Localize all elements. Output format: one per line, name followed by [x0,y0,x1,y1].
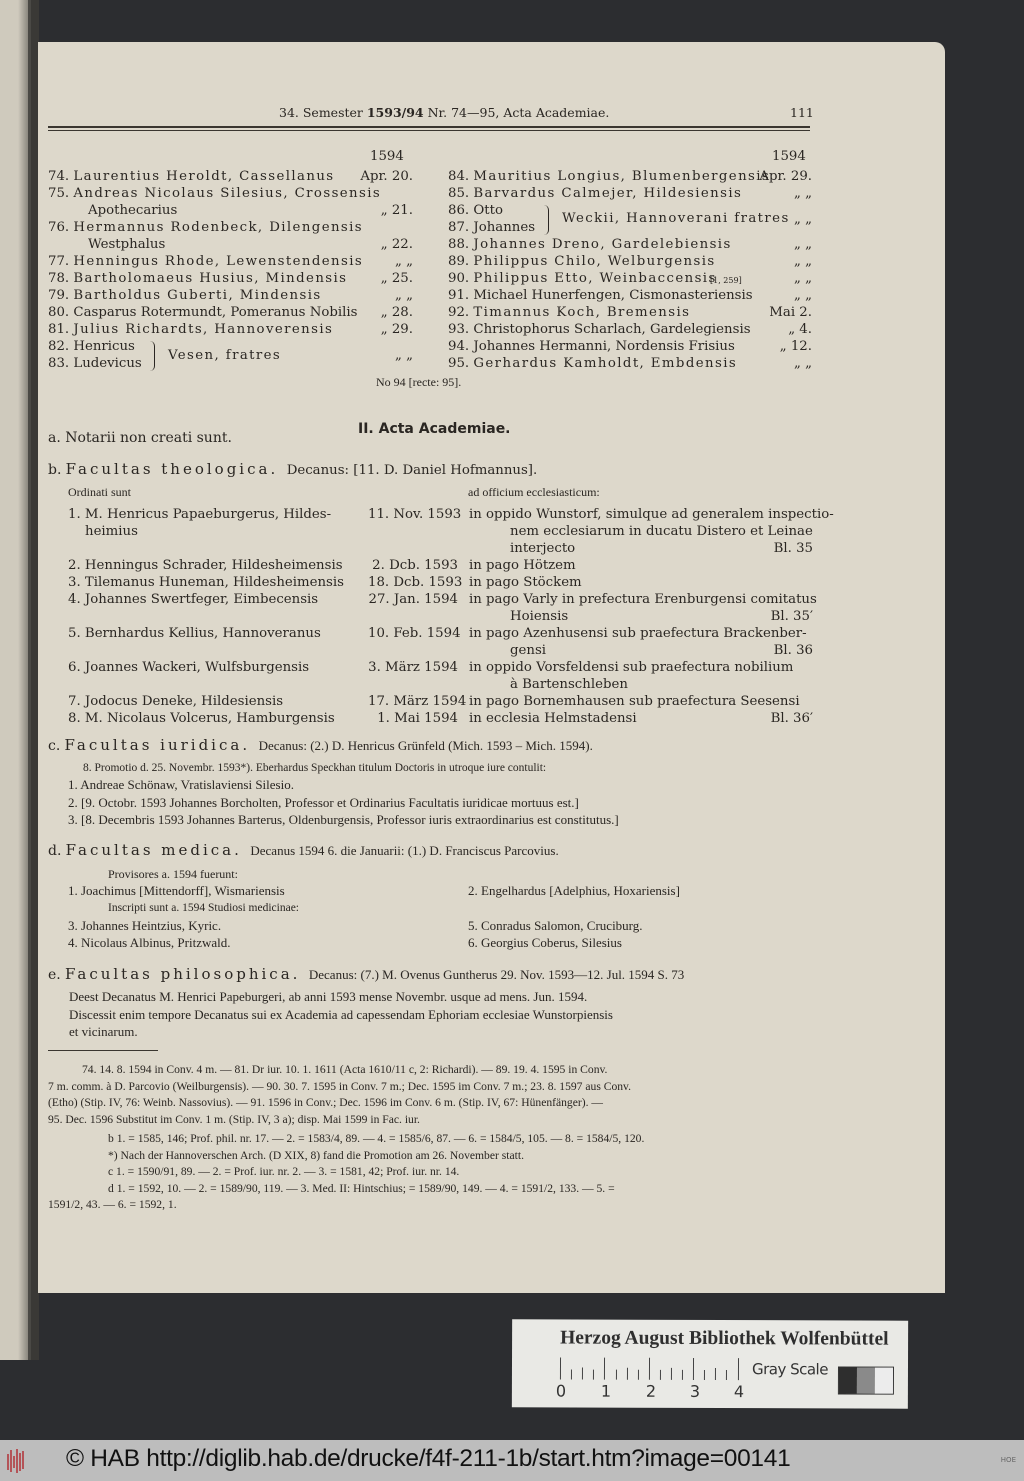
entry-93: 93. Christophorus Scharlach, Gardelegiensis „ 4. [448,322,812,337]
entry-77: 77. Henningus Rhode, Lewenstendensis „ „ [48,254,413,269]
left-year-heading: 1594 [370,149,404,164]
officium-label: ad officium ecclesiasticum: [468,485,600,499]
gray-scale-swatches [838,1366,894,1394]
numbering-note: No 94 [recte: 95]. [376,375,462,389]
running-head: 34. Semester 1593/94 Nr. 74—95, Acta Academiae. [279,105,610,120]
ordination-row-3: 3. Tilemanus Huneman, Hildesheimensis 18. Dcb. 1593 in pago Stöckem [68,575,582,590]
ruler-label-2: 2 [645,1381,657,1401]
entry-89: 89. Philippus Chilo, Welburgensis „ „ [448,254,812,269]
entry-92: 92. Timannus Koch, Bremensis Mai 2. [448,305,812,320]
ordination-row-5: 5. Bernhardus Kellius, Hannoveranus 10. Feb. 1594 in pago Azenhusensi sub praefectura Brackenber- gensi Bl. 36 [68,626,813,658]
student-6: 6. Georgius Coberus, Silesius [468,935,622,950]
color-calibration-bar [512,1319,908,1408]
footnote-d: d 1. = 1592, 10. — 2. = 1589/90, 119. — 3. Med. II: Hintschius; = 1589/90, 149. — 4. = 1591/2, 133. — 5. = [108,1181,615,1195]
entry-90: 90. Philippus Etto, Weinbaccensis [1, 259] „ „ [448,271,812,288]
section-d-heading: d. Facultas medica. Decanus 1594 6. die Januarii: (1.) D. Franciscus Parcovius. [48,841,559,859]
provisores-label: Provisores a. 1594 fuerunt: [108,867,238,881]
brace [544,205,549,235]
entry-76: 76. Hermannus Rodenbeck, Dilengensis [48,220,364,235]
copyright-url[interactable]: © HAB http://diglib.hab.de/drucke/f4f-211-1b/start.htm?image=00141 [66,1445,791,1472]
previous-page-edge [0,0,31,1360]
ruler-scale [560,1357,740,1380]
header-rule [48,126,810,128]
ordination-row-6: 6. Joannes Wackeri, Wulfsburgensis 3. März 1594 in oppido Vorsfeldensi sub praefectura nobilium à Bartenschleben [68,660,794,692]
section-title: II. Acta Academiae. [358,421,511,437]
entry-75: 75. Andreas Nicolaus Silesius, Crossensis [48,186,382,201]
footnote-b: b 1. = 1585, 146; Prof. phil. nr. 17. — 2. = 1583/4, 89. — 4. = 1585/6, 87. — 6. = 1584/5, 105. — 8. = 1584/5, 120. [108,1132,645,1145]
entry-84: 84. Mauritius Longius, Blumenbergensis Apr. 29. [448,169,812,184]
section-c-heading: c. Facultas iuridica. Decanus: (2.) D. Henricus Grünfeld (Mich. 1593 – Mich. 1594). [48,736,593,754]
entry-85: 85. Barvardus Calmejer, Hildesiensis „ „ [448,186,812,201]
right-year-heading: 1594 [772,149,806,164]
entry-95: 95. Gerhardus Kamholdt, Embdensis „ „ [448,356,812,371]
provisor-2: 2. Engelhardus [Adelphius, Hoxariensis] [468,883,680,898]
iuridica-item-2: 2. [9. Octobr. 1593 Johannes Borcholten, Professor et Ordinarius Facultatis iuridicae mortuus est.] [68,794,579,810]
footer-mini-label: HOE [1000,1456,1016,1464]
student-5: 5. Conradus Salomon, Cruciburg. [468,918,643,933]
entry-81: 81. Julius Richardts, Hannoverensis „ 29. [48,322,413,337]
iuridica-list [68,776,619,829]
footer-bar [0,1440,1024,1481]
ruler-label-3: 3 [689,1381,701,1401]
ruler-label-1: 1 [600,1381,612,1401]
entry-91: 91. Michael Hunerfengen, Cismonasteriensis „ „ [448,288,812,303]
footnote-matriculation-1: 74. 14. 8. 1594 in Conv. 4 m. — 81. Dr iur. 10. 1. 1611 (Acta 1610/11 c, 2: Richardi). — 89. 19. 4. 1595 in Conv. [82,1063,608,1076]
footnote-star: *) Nach der Hannoverschen Arch. (D XIX, 8) fand die Promotion am 26. November statt. [108,1148,524,1162]
entry-94: 94. Johannes Hermanni, Nordensis Frisius „ 12. [448,339,812,354]
brace [150,341,155,371]
ordinati-label: Ordinati sunt [68,485,131,499]
ordination-row-7: 7. Jodocus Deneke, Hildesiensis 17. März 1594 in pago Bornemhausen sub praefectura Seesensi [68,694,800,709]
institution-name: Herzog August Bibliothek Wolfenbüttel [560,1327,889,1350]
ordination-row-8: 8. M. Nicolaus Volcerus, Hamburgensis 1. Mai 1594 in ecclesia Helmstadensi Bl. 36′ [68,711,813,726]
ruler-label-0: 0 [555,1381,567,1401]
matriculation-right-column [448,169,812,373]
footnotes: 74. 14. 8. 1594 in Conv. 4 m. — 81. Dr iur. 10. 1. 1611 (Acta 1610/11 c, 2: Richardi). — 89. 19. 4. 1595 in Conv. 7 m. comm. à D. Parcovio (Weilburgensis). — 90. 30. 7. 1595 in Conv. 7 m.; Dec. 1595 im Conv. 7 m.; 23. 8. 1597 aus Conv. (Etho) (Stip. IV, 76: Weinb. Nassovius). — 91. 1596 in Conv.; Dec. 1596 im Conv. 6 m. (Stip. IV, 67: Hünenfänger). — 95. Dec. 1596 Substitut im Conv. 1 m. (Stip. IV, 3 a); disp. Mai 1599 in Fac. iur. b 1. = 1585, 146; Prof. phil. nr. 17. — 2. = 1583/4, 89. — 4. = 1585/6, 87. — 6. = 1584/5, 105. — 8. = 1584/5, 120. *) Nach der Hannoverschen Arch. (D XIX, 8) fand die Promotion am 26. November statt. c 1. = 1590/91, 89. — 2. = Prof. iur. nr. 2. — 3. = 1581, 42; Prof. iur. nr. 14. d 1. = 1592, 10. — 2. = 1589/90, 119. — 3. Med. II: Hintschius; = 1589/90, 149. — 4. = 1591/2, 133. — 5. = 1591/2, 43. — 6. = 1592, 1. [48,1062,813,1214]
swatch-dark [839,1367,857,1393]
hab-logo-icon [6,1448,26,1474]
header-rule-thin [48,130,810,131]
entry-78: 78. Bartholomaeus Husius, Mindensis „ 25. [48,271,413,286]
margin-reference: [1, 259] [710,276,742,285]
ordination-table [68,507,834,728]
matriculation-left-column: 74. Laurentius Heroldt, Cassellanus Apr. 20. 75. Andreas Nicolaus Silesius, Crossensis Apothecarius „ 21. 76. Hermannus Rodenbeck, Dilengensis Westphalus „ 22. 77. Henningus Rhode, Lewenstendensis „ „ 78. Bartholomaeus Husius, Mindensis „ 25. 79. Bartholdus Guberti, Mindensis „ „ 80. Casparus Rotermundt, Pomeranus Nobilis „ 28. 81. Julius Richardts, Hannoverensis „ 29. 82. Henricus 83. Ludevicus Vesen, fratres „ „ [48,169,413,373]
section-a: a. Notarii non creati sunt. [48,430,232,446]
entry-80: 80. Casparus Rotermundt, Pomeranus Nobilis „ 28. [48,305,413,320]
ordination-row-1: 1. M. Henricus Papaeburgerus, Hildes- heimius 11. Nov. 1593 in oppido Wunstorf, simulque ad generalem inspectio- nem ecclesiarum in ducatu Distero et Leinae interjecto Bl. 35 [68,507,834,556]
swatch-light [875,1368,893,1394]
ordination-row-4: 4. Johannes Swertfeger, Eimbecensis 27. Jan. 1594 in pago Varly in prefectura Erenburgensi comitatus Hoiensis Bl. 35′ [68,592,817,624]
section-b-heading: b. Facultas theologica. Decanus: [11. D. Daniel Hofmannus]. [48,460,538,478]
section-e-heading: e. Facultas philosophica. Decanus: (7.) M. Ovenus Guntherus 29. Nov. 1593—12. Jul. 1594 S. 73 [48,965,685,983]
provisor-1: 1. Joachimus [Mittendorff], Wismariensis [68,883,285,898]
iuridica-item-3: 3. [8. Decembris 1593 Johannes Barterus, Oldenburgensis, Professor iuris extraordinarius est constitutus.] [68,812,619,827]
entry-82-83-group: 82. Henricus 83. Ludevicus Vesen, fratres „ „ [48,339,413,371]
student-3: 3. Johannes Heintzius, Kyric. [68,918,222,933]
swatch-mid [857,1368,875,1394]
footnote-separator [48,1050,158,1051]
iuridica-item-1: 1. Andreae Schönaw, Vratislaviensi Silesio. [68,777,294,792]
gray-scale-label: Gray Scale [751,1360,828,1379]
entry-88: 88. Johannes Dreno, Gardelebiensis „ „ [448,237,812,252]
philosophica-note: Deest Decanatus M. Henrici Papeburgeri, ab anni 1593 mense Novembr. usque ad mens. Jun. 1594. Discessit enim tempore Decanatus sui ex Academia ad capessendam Ephoriam ecclesiae Wunstorpiensis et vicinarum. [69,989,613,1039]
footnote-c: c 1. = 1590/91, 89. — 2. = Prof. iur. nr. 2. — 3. = 1581, 42; Prof. iur. nr. 14. [108,1165,460,1178]
ordination-row-2: 2. Henningus Schrader, Hildesheimensis 2. Dcb. 1593 in pago Hötzem [68,558,576,573]
entry-74: 74. Laurentius Heroldt, Cassellanus Apr. 20. [48,169,413,184]
ruler-label-4: 4 [733,1382,745,1402]
promotio-line: 8. Promotio d. 25. Novembr. 1593*). Eberhardus Speckhan titulum Doctoris in utroque iure contulit: [83,762,547,774]
student-4: 4. Nicolaus Albinus, Pritzwald. [68,935,231,950]
page-number: 111 [790,105,814,120]
entry-79: 79. Bartholdus Guberti, Mindensis „ „ [48,288,413,303]
inscripti-label: Inscripti sunt a. 1594 Studiosi medicinae: [108,902,300,914]
book-page [38,42,945,1293]
entry-86-87-group: 86. Otto 87. Johannes Weckii, Hannoverani fratres „ „ [448,203,812,235]
